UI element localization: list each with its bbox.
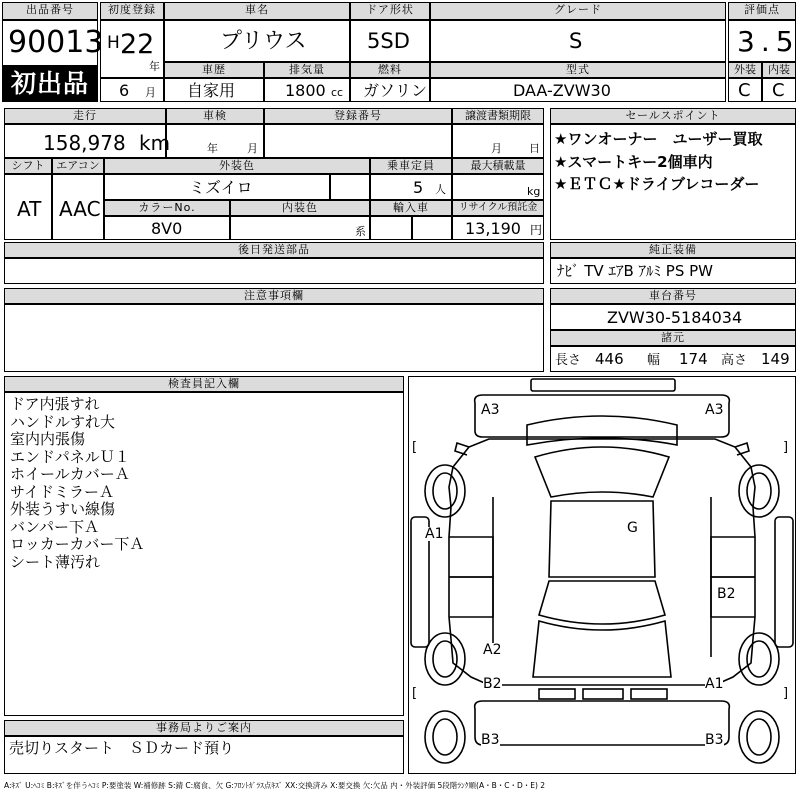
later-parts-header: 後日発送部品 — [4, 242, 544, 258]
mileage-value: 158,978 — [43, 131, 126, 155]
aircon-header: エアコン — [52, 158, 104, 174]
equipment-value: ﾅﾋﾞ TV ｴｱB ｱﾙﾐ PS PW — [557, 262, 713, 280]
sales-point: ★スマートキー2個車内 — [554, 152, 713, 171]
reg-number-cell — [264, 124, 452, 158]
bracket-right-bottom: ] — [783, 686, 789, 701]
inspector-item: ハンドルすれ大 — [10, 412, 116, 431]
capacity-value: 5 — [413, 178, 424, 197]
office-box — [4, 736, 404, 774]
shift-value: AT — [17, 197, 42, 221]
exterior-color-spare-cell — [330, 174, 370, 200]
inspector-item: 外装うすい線傷 — [10, 500, 116, 518]
model-value: DAA-ZVW30 — [513, 81, 611, 100]
rating-header: 評価点 — [728, 2, 796, 20]
interior-rank-cell — [762, 78, 796, 102]
inspection-year-unit: 年 — [207, 142, 218, 155]
exterior-color-value: ミズイロ — [189, 178, 253, 197]
interior-color-cell — [230, 216, 370, 240]
grade-value: S — [569, 29, 583, 53]
sales-points-header: セールスポイント — [550, 108, 796, 124]
width-label: 幅 — [647, 353, 661, 368]
lot-number: 90013 — [8, 25, 104, 60]
history-value: 自家用 — [187, 81, 236, 100]
inspector-item: ドア内張すれ — [10, 395, 100, 413]
exterior-color-cell — [104, 174, 330, 200]
damage-mark: A3 — [705, 402, 724, 418]
model-cell — [430, 78, 726, 102]
equipment-header: 純正装備 — [550, 242, 796, 258]
damage-mark: B3 — [481, 732, 500, 748]
car-outline-drawing — [409, 377, 795, 773]
color-no-header: カラーNo. — [104, 200, 230, 216]
fuel-cell — [350, 78, 430, 102]
transfer-deadline-cell — [452, 124, 544, 158]
mileage-unit: km — [139, 131, 171, 155]
first-listing-badge: 初出品 — [2, 66, 98, 102]
office-text: 売切りスタート ＳＤカード預り — [9, 739, 235, 757]
height-label: 高さ — [721, 353, 748, 368]
recycle-unit: 円 — [530, 223, 543, 237]
door-value: 5SD — [367, 29, 410, 53]
inspector-item: ホイールカバーＡ — [10, 465, 130, 483]
import-cell-b — [412, 216, 452, 240]
capacity-header: 乗車定員 — [370, 158, 452, 174]
shift-header: シフト — [4, 158, 52, 174]
chassis-cell — [550, 304, 796, 330]
transfer-deadline-header: 譲渡書類期限 — [452, 108, 544, 124]
exterior-color-header: 外装色 — [104, 158, 370, 174]
displacement-unit: cc — [331, 86, 344, 99]
recycle-cell — [452, 216, 544, 240]
bracket-right-top: ] — [783, 440, 789, 455]
exterior-rank-cell — [728, 78, 762, 102]
displacement-header: 排気量 — [264, 62, 350, 78]
later-parts-cell — [4, 258, 544, 284]
door-cell — [350, 20, 430, 62]
sales-point: ★ワンオーナー ユーザー買取 — [554, 130, 763, 148]
interior-rank-header: 内装 — [762, 62, 796, 78]
grade-header: グレード — [430, 2, 726, 20]
height-value: 149 — [761, 350, 790, 368]
first-reg-header: 初度登録 — [100, 2, 164, 20]
width-value: 174 — [679, 350, 708, 368]
inspector-item: エンドパネルＵ１ — [10, 447, 130, 466]
damage-mark: G — [627, 520, 638, 536]
shift-cell — [4, 174, 52, 240]
inspector-list — [10, 396, 144, 571]
chassis-value: ZVW30-5184034 — [607, 308, 743, 327]
chassis-header: 車台番号 — [550, 288, 796, 304]
specs-header: 諸元 — [550, 330, 796, 346]
reg-number-header: 登録番号 — [264, 108, 452, 124]
grade-cell — [430, 20, 726, 62]
first-reg-cell — [100, 20, 164, 78]
max-load-header: 最大積載量 — [452, 158, 544, 174]
car-diagram — [408, 376, 796, 774]
rating-value: 3.5 — [737, 25, 800, 58]
import-header: 輸入車 — [370, 200, 452, 216]
notes-box — [4, 304, 544, 372]
recycle-value: 13,190 — [465, 219, 521, 238]
capacity-cell — [370, 174, 452, 200]
inspector-header: 検査員記入欄 — [4, 376, 404, 392]
history-cell — [164, 78, 264, 102]
interior-color-unit: 系 — [355, 225, 366, 238]
displacement-value: 1800 — [285, 81, 326, 100]
color-no-cell — [104, 216, 230, 240]
damage-mark: A3 — [481, 402, 500, 418]
car-name-header: 車名 — [164, 2, 350, 20]
damage-legend: A:ｷｽﾞ U:ﾍｺﾐ B:ｷｽﾞを伴うﾍｺﾐ P:要塗装 W:補修跡 S:錆 C:腐食、欠 G:ﾌﾛﾝﾄｶﾞﾗｽ点ｷｽﾞ XX:交換済み X:要交換 欠:欠品 内・外装評価 5段階ﾗﾝｸ順(A・B・C・D・E) 2 — [4, 781, 546, 790]
specs-cell — [550, 346, 796, 372]
mileage-header: 走行 — [4, 108, 166, 124]
sales-points-list — [554, 128, 762, 196]
transfer-day-unit: 日 — [529, 142, 540, 155]
sales-point: ★ＥＴＣ★ドライブレコーダー — [554, 175, 760, 193]
max-load-unit: kg — [527, 185, 541, 198]
damage-mark: B2 — [483, 676, 502, 692]
inspector-item: 室内内張傷 — [10, 430, 86, 448]
lot-number-header: 出品番号 — [2, 2, 98, 20]
damage-mark: B3 — [705, 732, 724, 748]
car-name: プリウス — [220, 29, 307, 54]
history-header: 車歴 — [164, 62, 264, 78]
exterior-rank: C — [738, 80, 751, 101]
damage-mark: A2 — [483, 642, 502, 658]
transfer-month-unit: 月 — [491, 142, 502, 155]
color-no-value: 8V0 — [151, 219, 183, 238]
bracket-left-bottom: [ — [412, 686, 418, 701]
first-reg-month-cell — [100, 78, 164, 102]
inspection-month-unit: 月 — [247, 142, 258, 155]
model-header: 型式 — [430, 62, 726, 78]
bracket-left-top: [ — [412, 440, 418, 455]
inspection-header: 車検 — [166, 108, 264, 124]
damage-mark: B2 — [717, 586, 736, 602]
damage-mark: A1 — [705, 676, 724, 692]
first-reg-year-unit: 年 — [149, 60, 160, 73]
fuel-value: ガソリン — [363, 81, 428, 100]
inspector-item: サイドミラーＡ — [10, 482, 114, 501]
car-name-cell — [164, 20, 350, 62]
rating-cell — [728, 20, 800, 62]
equipment-cell — [550, 258, 796, 284]
first-reg-month: 6 — [119, 81, 130, 100]
interior-color-header: 内装色 — [230, 200, 370, 216]
lot-number-cell — [2, 20, 104, 66]
inspector-item: シート薄汚れ — [10, 552, 101, 571]
max-load-cell — [452, 174, 544, 200]
first-reg-year: 22 — [120, 29, 155, 60]
aircon-cell — [52, 174, 104, 240]
recycle-header: リサイクル預託金 — [452, 200, 544, 216]
import-cell-a — [370, 216, 412, 240]
exterior-rank-header: 外装 — [728, 62, 762, 78]
first-reg-era: H — [107, 33, 120, 53]
first-reg-month-unit: 月 — [145, 86, 156, 99]
notes-header: 注意事項欄 — [4, 288, 544, 304]
displacement-cell — [264, 78, 350, 102]
length-label: 長さ — [555, 353, 582, 368]
door-header: ドア形状 — [350, 2, 430, 20]
office-header: 事務局よりご案内 — [4, 720, 404, 736]
interior-rank: C — [772, 80, 785, 101]
capacity-unit: 人 — [435, 183, 446, 196]
length-value: 446 — [595, 350, 624, 368]
inspection-cell — [166, 124, 264, 158]
aircon-value: AAC — [59, 197, 101, 221]
mileage-cell — [4, 124, 171, 158]
damage-mark: A1 — [425, 526, 444, 542]
inspector-item: ロッカーカバー下Ａ — [10, 535, 145, 553]
fuel-header: 燃料 — [350, 62, 430, 78]
inspector-item: バンパー下Ａ — [10, 517, 99, 536]
